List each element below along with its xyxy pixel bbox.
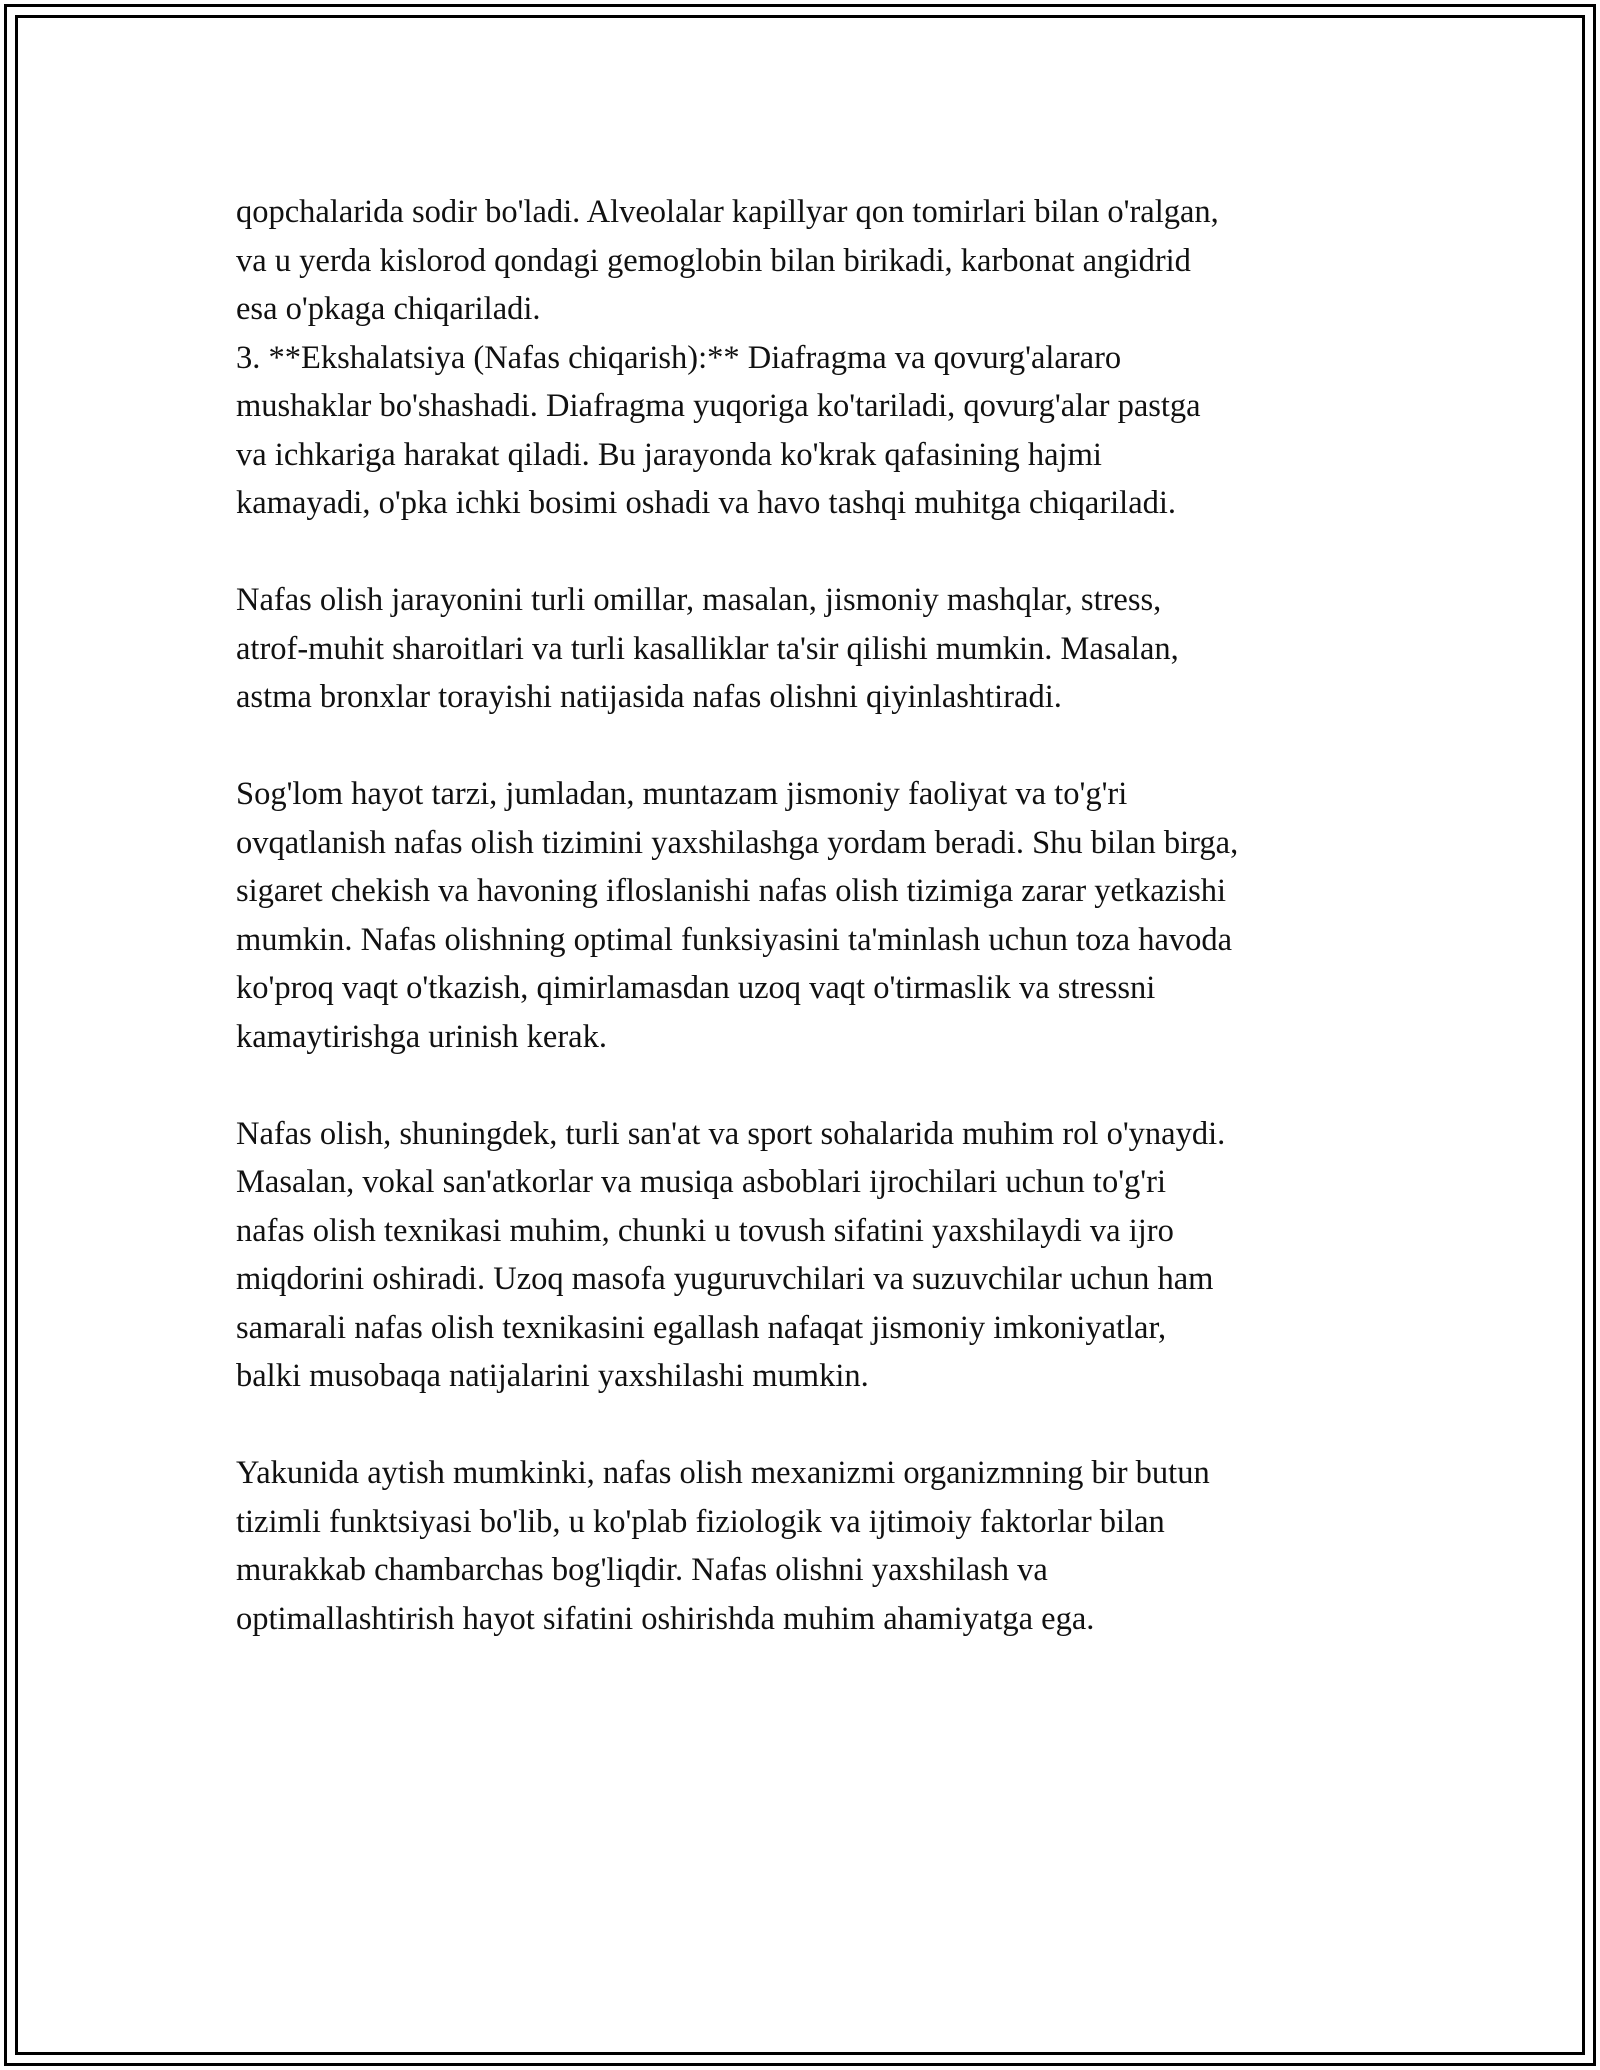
paragraph-spacer <box>236 1061 1406 1110</box>
text-line: balki musobaqa natijalarini yaxshilashi mumkin. <box>236 1358 869 1394</box>
text-line: atrof-muhit sharoitlari va turli kasalliklar ta'sir qilishi mumkin. Masalan, <box>236 630 1179 667</box>
text-line: sigaret chekish va havoning ifloslanishi nafas olish tizimiga zarar yetkazishi <box>236 873 1227 909</box>
document-body <box>236 188 1406 1643</box>
text-line: esa o'pkaga chiqariladi. <box>236 291 541 327</box>
paragraph <box>236 770 1406 1061</box>
text-line: nafas olish texnikasi muhim, chunki u tovush sifatini yaxshilaydi va ijro <box>236 1212 1174 1249</box>
text-line: murakkab chambarchas bog'liqdir. Nafas olishni yaxshilash va <box>236 1552 1048 1588</box>
text-line: ovqatlanish nafas olish tizimini yaxshilashga yordam beradi. Shu bilan birga, <box>236 824 1239 861</box>
paragraph <box>236 1110 1406 1401</box>
text-line: Nafas olish, shuningdek, turli san'at va sport sohalarida muhim rol o'ynaydi. <box>236 1115 1226 1152</box>
text-line: mushaklar bo'shashadi. Diafragma yuqoriga ko'tariladi, qovurg'alar pastga <box>236 388 1201 424</box>
text-line: astma bronxlar torayishi natijasida nafas olishni qiyinlashtiradi. <box>236 679 1062 715</box>
text-line: kamaytirishga urinish kerak. <box>236 1018 607 1055</box>
text-line: tizimli funktsiyasi bo'lib, u ko'plab fiziologik va ijtimoiy faktorlar bilan <box>236 1503 1165 1540</box>
text-line: Yakunida aytish mumkinki, nafas olish mexanizmi organizmning bir butun <box>236 1455 1210 1491</box>
paragraph-spacer <box>236 1401 1406 1450</box>
text-line: samarali nafas olish texnikasini egallash nafaqat jismoniy imkoniyatlar, <box>236 1309 1167 1346</box>
text-line: va u yerda kislorod qondagi gemoglobin bilan birikadi, karbonat angidrid <box>236 242 1191 279</box>
text-line: va ichkariga harakat qiladi. Bu jarayonda ko'krak qafasining hajmi <box>236 436 1102 473</box>
paragraph <box>236 188 1406 528</box>
paragraph <box>236 1449 1406 1643</box>
text-line: miqdorini oshiradi. Uzoq masofa yuguruvchilari va suzuvchilar uchun ham <box>236 1261 1214 1297</box>
paragraph-spacer <box>236 722 1406 771</box>
paragraph <box>236 576 1406 722</box>
text-line: Masalan, vokal san'atkorlar va musiqa asboblari ijrochilari uchun to'g'ri <box>236 1164 1167 1200</box>
text-line: optimallashtirish hayot sifatini oshirishda muhim ahamiyatga ega. <box>236 1600 1095 1637</box>
text-line: Nafas olish jarayonini turli omillar, masalan, jismoniy mashqlar, stress, <box>236 582 1162 618</box>
text-line: kamayadi, o'pka ichki bosimi oshadi va havo tashqi muhitga chiqariladi. <box>236 485 1177 521</box>
text-line: qopchalarida sodir bo'ladi. Alveolalar kapillyar qon tomirlari bilan o'ralgan, <box>236 194 1219 230</box>
list-item-line: 3. **Ekshalatsiya (Nafas chiqarish):** Diafragma va qovurg'alararo <box>236 339 1122 376</box>
text-line: Sog'lom hayot tarzi, jumladan, muntazam jismoniy faoliyat va to'g'ri <box>236 776 1128 812</box>
paragraph-spacer <box>236 528 1406 577</box>
text-line: ko'proq vaqt o'tkazish, qimirlamasdan uzoq vaqt o'tirmaslik va stressni <box>236 970 1156 1006</box>
text-line: mumkin. Nafas olishning optimal funksiyasini ta'minlash uchun toza havoda <box>236 921 1233 958</box>
